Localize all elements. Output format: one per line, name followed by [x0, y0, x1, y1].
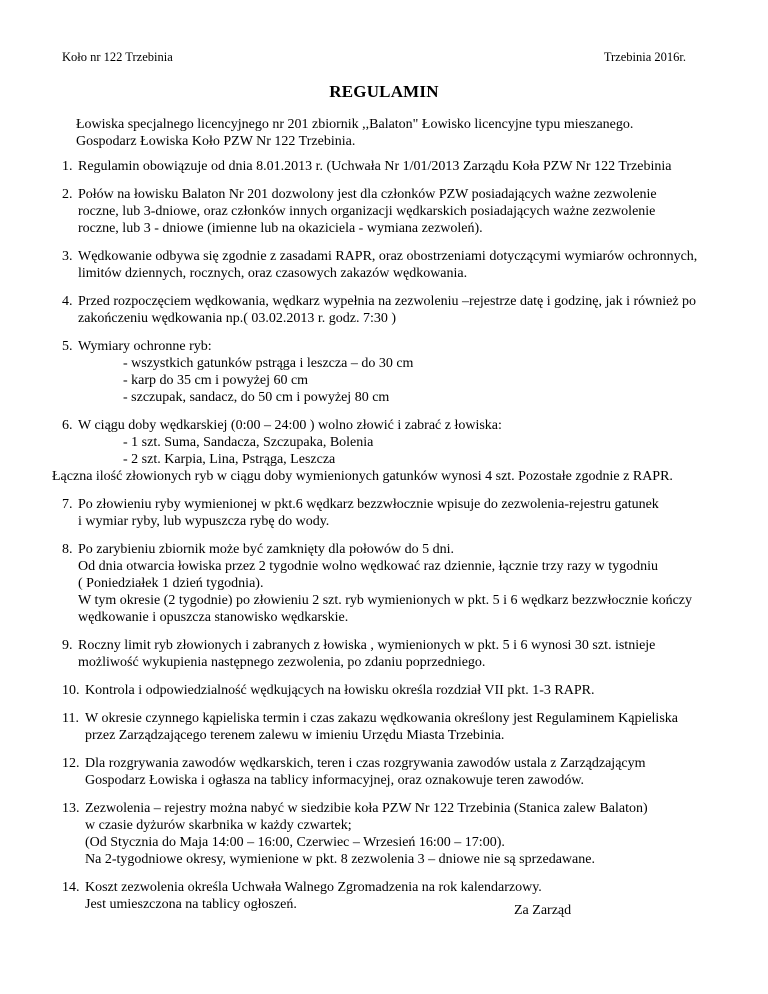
signature: Za Zarząd: [514, 903, 572, 918]
intro-block: [76, 116, 633, 150]
rule-line: Jest umieszczona na tablicy ogłoszeń.: [85, 897, 297, 912]
rule-subline: - wszystkich gatunków pstrąga i leszcza – do 30 cm: [123, 356, 414, 371]
header-club: Koło nr 122 Trzebinia: [62, 50, 173, 64]
rule-item: [62, 293, 742, 327]
rule-number: 1.: [62, 159, 73, 174]
rule-number: 13.: [62, 801, 80, 816]
rule-text: [78, 248, 742, 282]
rule-line: Po zarybieniu zbiornik może być zamknięty dla połowów do 5 dni.: [78, 542, 454, 557]
rule-number: 14.: [62, 880, 80, 895]
rule-line: w czasie dyżurów skarbnika w każdy czwartek;: [85, 818, 352, 833]
rule-item: [62, 637, 742, 671]
rule-item: [62, 158, 742, 175]
rule-subline: - karp do 35 cm i powyżej 60 cm: [123, 373, 309, 388]
rule-item: [62, 248, 742, 282]
rule-line: roczne, lub 3 - dniowe (imienne lub na okaziciela - wymiana zezwoleń).: [78, 221, 483, 236]
rule-number: 12.: [62, 756, 80, 771]
rule-number: 2.: [62, 187, 73, 202]
intro-line: Łowiska specjalnego licencyjnego nr 201 zbiornik ,,Balaton" Łowisko licencyjne typu mieszanego.: [76, 117, 634, 132]
rule-text: [78, 158, 742, 175]
rule-item: [62, 338, 742, 406]
rule-summary-line: Łączna ilość złowionych ryb w ciągu doby wymienionych gatunków wynosi 4 szt. Pozostałe zgodnie z RAPR.: [52, 469, 673, 484]
rule-item: [62, 682, 742, 699]
rule-line: Wędkowanie odbywa się zgodnie z zasadami RAPR, oraz obostrzeniami dotyczącymi wymiarów ochronnych,: [78, 249, 698, 264]
rule-line: Wymiary ochronne ryb:: [78, 339, 212, 354]
rule-text: [78, 496, 742, 530]
rule-text: [85, 710, 742, 744]
rule-line: Połów na łowisku Balaton Nr 201 dozwolony jest dla członków PZW posiadających ważne zezwolenie: [78, 187, 657, 202]
rule-line: Przed rozpoczęciem wędkowania, wędkarz wypełnia na zezwoleniu –rejestrze datę i godzinę, jak i również po: [78, 294, 697, 309]
rule-subline: - 2 szt. Karpia, Lina, Pstrąga, Leszcza: [123, 452, 336, 467]
rule-line: Kontrola i odpowiedzialność wędkujących na łowisku określa rozdział VII pkt. 1-3 RAPR.: [85, 683, 595, 698]
rule-line: Gospodarz Łowiska i ogłasza na tablicy informacyjnej, oraz oznakowuje teren zawodów.: [85, 773, 585, 788]
rule-line: W ciągu doby wędkarskiej (0:00 – 24:00 ) wolno złowić i zabrać z łowiska:: [78, 418, 502, 433]
rule-line: Po złowieniu ryby wymienionej w pkt.6 wędkarz bezzwłocznie wpisuje do zezwolenia-rejestru gatunek: [78, 497, 659, 512]
rule-line: limitów dziennych, rocznych, oraz czasowych zakazów wędkowania.: [78, 266, 468, 281]
rule-line: zakończeniu wędkowania np.( 03.02.2013 r. godz. 7:30 ): [78, 311, 397, 326]
rule-item: [62, 755, 742, 789]
rule-item: [62, 879, 742, 913]
rule-text: [85, 682, 742, 699]
rule-number: 10.: [62, 683, 80, 698]
rule-line: Koszt zezwolenia określa Uchwała Walnego Zgromadzenia na rok kalendarzowy.: [85, 880, 542, 895]
rule-line: i wymiar ryby, lub wypuszcza rybę do wody.: [78, 514, 330, 529]
rule-line: Dla rozgrywania zawodów wędkarskich, teren i czas rozgrywania zawodów ustala z Zarządzającym: [85, 756, 646, 771]
rule-line: Roczny limit ryb złowionych i zabranych z łowiska , wymienionych w pkt. 5 i 6 wynosi 30 szt. istnieje: [78, 638, 656, 653]
intro-line: Gospodarz Łowiska Koło PZW Nr 122 Trzebinia.: [76, 134, 356, 149]
rule-item: [62, 800, 742, 868]
rule-subline: - 1 szt. Suma, Sandacza, Szczupaka, Bolenia: [123, 435, 374, 450]
rule-text: [78, 338, 742, 406]
rules-list: [52, 158, 742, 924]
rule-subline: - szczupak, sandacz, do 50 cm i powyżej 80 cm: [123, 390, 390, 405]
rule-item: [62, 541, 742, 626]
header-date: Trzebinia 2016r.: [603, 50, 686, 64]
document-title: REGULAMIN: [329, 82, 439, 101]
rule-text: [78, 541, 742, 626]
rule-text: [85, 800, 742, 868]
rule-number: 5.: [62, 339, 73, 354]
rule-line: wędkowanie i opuszcza stanowisko wędkarskie.: [78, 610, 349, 625]
rule-item: [62, 496, 742, 530]
rule-text: [85, 879, 742, 913]
rule-line: W okresie czynnego kąpieliska termin i czas zakazu wędkowania określony jest Regulaminem Kąpieliska: [85, 711, 678, 726]
rule-text: [78, 637, 742, 671]
rule-number: 7.: [62, 497, 73, 512]
rule-line: Zezwolenia – rejestry można nabyć w siedzibie koła PZW Nr 122 Trzebinia (Stanica zalew Balaton): [85, 801, 648, 816]
rule-item: [62, 186, 742, 237]
rule-text: [78, 293, 742, 327]
rule-text: [78, 186, 742, 237]
rule-number: 11.: [62, 711, 79, 726]
rule-number: 6.: [62, 418, 73, 433]
rule-line: Od dnia otwarcia łowiska przez 2 tygodnie wolno wędkować raz dziennie, łącznie trzy razy w tygodniu: [78, 559, 659, 574]
rule-number: 4.: [62, 294, 73, 309]
rule-line: Regulamin obowiązuje od dnia 8.01.2013 r. (Uchwała Nr 1/01/2013 Zarządu Koła PZW Nr 122 Trzebinia: [78, 159, 672, 174]
rule-line: (Od Stycznia do Maja 14:00 – 16:00, Czerwiec – Wrzesień 16:00 – 17:00).: [85, 835, 505, 850]
rule-number: 9.: [62, 638, 73, 653]
rule-line: roczne, lub 3-dniowe, oraz członków innych organizacji wędkarskich posiadających ważne zezwolenie: [78, 204, 656, 219]
rule-text: [52, 417, 742, 485]
rule-number: 3.: [62, 249, 73, 264]
rule-line: ( Poniedziałek 1 dzień tygodnia).: [78, 576, 264, 591]
rule-line: przez Zarządzającego terenem zalewu w imieniu Urzędu Miasta Trzebinia.: [85, 728, 505, 743]
rule-line: W tym okresie (2 tygodnie) po złowieniu 2 szt. ryb wymienionych w pkt. 5 i 6 wędkarz bezzwłocznie kończy: [78, 593, 693, 608]
rule-item: [52, 417, 742, 485]
rule-line: Na 2-tygodniowe okresy, wymienione w pkt. 8 zezwolenia 3 – dniowe nie są sprzedawane.: [85, 852, 595, 867]
rule-number: 8.: [62, 542, 73, 557]
rule-line: możliwość wykupienia następnego zezwolenia, po zdaniu poprzedniego.: [78, 655, 486, 670]
rule-text: [85, 755, 742, 789]
rule-item: [62, 710, 742, 744]
